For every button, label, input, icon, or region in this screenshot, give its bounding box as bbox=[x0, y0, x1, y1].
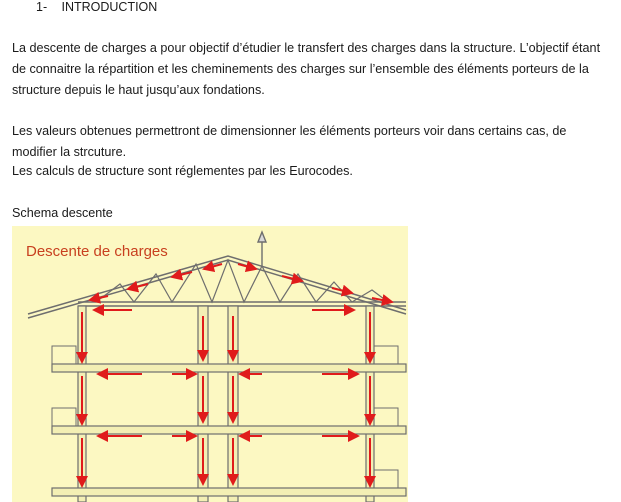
paragraph-dimensioning: Les valeurs obtenues permettront de dimensionner les éléments porteurs voir dans certains cas, de modifier la strcuture. bbox=[12, 124, 567, 159]
section-heading bbox=[36, 0, 157, 14]
walls bbox=[78, 306, 374, 502]
paragraph-eurocodes: Les calculs de structure sont réglementes par les Eurocodes. bbox=[12, 164, 353, 178]
building-section-drawing bbox=[12, 226, 408, 502]
load-descent-figure bbox=[12, 226, 408, 502]
section-number: 1- bbox=[36, 0, 48, 14]
roof-antenna bbox=[258, 232, 266, 266]
paragraph-objective: La descente de charges a pour objectif d’étudier le transfert des charges dans la structure. L’objectif étant de connaitre la répartition et les cheminements des charges sur l’ensemble des éléments porteurs de la structure depuis le haut jusqu’aux fondations. bbox=[12, 41, 601, 97]
section-title: INTRODUCTION bbox=[61, 0, 158, 14]
figure-caption: Schema descente bbox=[12, 206, 113, 220]
figure-title: Descente de charges bbox=[26, 243, 168, 260]
